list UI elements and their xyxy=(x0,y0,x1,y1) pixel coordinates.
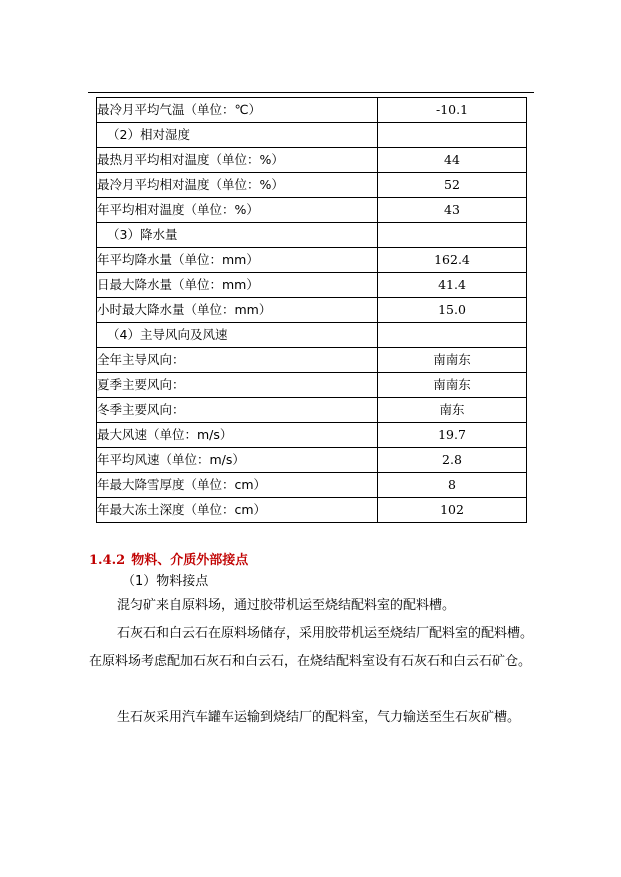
value-cell: 南南东 xyxy=(378,348,527,373)
value-cell xyxy=(378,123,527,148)
value-cell: 8 xyxy=(378,473,527,498)
value-cell xyxy=(378,223,527,248)
label-cell: 日最大降水量（单位：mm） xyxy=(97,273,378,298)
paragraph-2: 石灰石和白云石在原料场储存，采用胶带机运至烧结厂配料室的配料槽。在原料场考虑配加石灰石和白云石，在烧结配料室设有石灰石和白云石矿仓。 xyxy=(89,626,534,669)
value-cell: 2.8 xyxy=(378,448,527,473)
table-row xyxy=(97,123,527,148)
table-row xyxy=(97,298,527,323)
table-row xyxy=(97,448,527,473)
label-cell: 最冷月平均气温（单位：℃） xyxy=(97,98,378,123)
value-cell: 52 xyxy=(378,173,527,198)
paragraph-3: 生石灰采用汽车罐车运输到烧结厂的配料室，气力输送至生石灰矿槽。 xyxy=(117,710,521,725)
label-cell: 冬季主要风向： xyxy=(97,398,378,423)
label-cell: 全年主导风向： xyxy=(97,348,378,373)
label-cell: 最大风速（单位：m/s） xyxy=(97,423,378,448)
label-cell: 年平均风速（单位：m/s） xyxy=(97,448,378,473)
table-row xyxy=(97,148,527,173)
table-row xyxy=(97,248,527,273)
table-row xyxy=(97,273,527,298)
table-row xyxy=(97,323,527,348)
header-rule xyxy=(88,92,534,93)
value-cell: 162.4 xyxy=(378,248,527,273)
table-row xyxy=(97,98,527,123)
section-title: 物料、介质外部接点 xyxy=(131,553,249,568)
table-row xyxy=(97,198,527,223)
label-cell: 年最大冻土深度（单位：cm） xyxy=(97,498,378,523)
climate-table xyxy=(96,97,527,523)
paragraph-1: 混匀矿来自原料场，通过胶带机运至烧结配料室的配料槽。 xyxy=(117,598,456,613)
value-cell: 41.4 xyxy=(378,273,527,298)
value-cell: 102 xyxy=(378,498,527,523)
table-row xyxy=(97,398,527,423)
value-cell xyxy=(378,323,527,348)
label-cell: 年最大降雪厚度（单位：cm） xyxy=(97,473,378,498)
table-row xyxy=(97,498,527,523)
value-cell: 南南东 xyxy=(378,373,527,398)
table-row xyxy=(97,373,527,398)
section-heading xyxy=(89,549,248,568)
value-cell: -10.1 xyxy=(378,98,527,123)
table-row xyxy=(97,473,527,498)
section-number: 1.4.2 xyxy=(89,553,126,568)
table-row xyxy=(97,348,527,373)
subheading: （1）物料接点 xyxy=(122,574,209,589)
table-row xyxy=(97,423,527,448)
label-cell: 最冷月平均相对温度（单位：%） xyxy=(97,173,378,198)
value-cell: 44 xyxy=(378,148,527,173)
label-cell: 年平均降水量（单位：mm） xyxy=(97,248,378,273)
section-label-cell: （3）降水量 xyxy=(97,223,378,248)
label-cell: 小时最大降水量（单位：mm） xyxy=(97,298,378,323)
label-cell: 夏季主要风向： xyxy=(97,373,378,398)
table-row xyxy=(97,223,527,248)
label-cell: 年平均相对温度（单位：%） xyxy=(97,198,378,223)
section-label-cell: （4）主导风向及风速 xyxy=(97,323,378,348)
table-row xyxy=(97,173,527,198)
section-label-cell: （2）相对湿度 xyxy=(97,123,378,148)
label-cell: 最热月平均相对温度（单位：%） xyxy=(97,148,378,173)
value-cell: 19.7 xyxy=(378,423,527,448)
value-cell: 南东 xyxy=(378,398,527,423)
value-cell: 43 xyxy=(378,198,527,223)
value-cell: 15.0 xyxy=(378,298,527,323)
